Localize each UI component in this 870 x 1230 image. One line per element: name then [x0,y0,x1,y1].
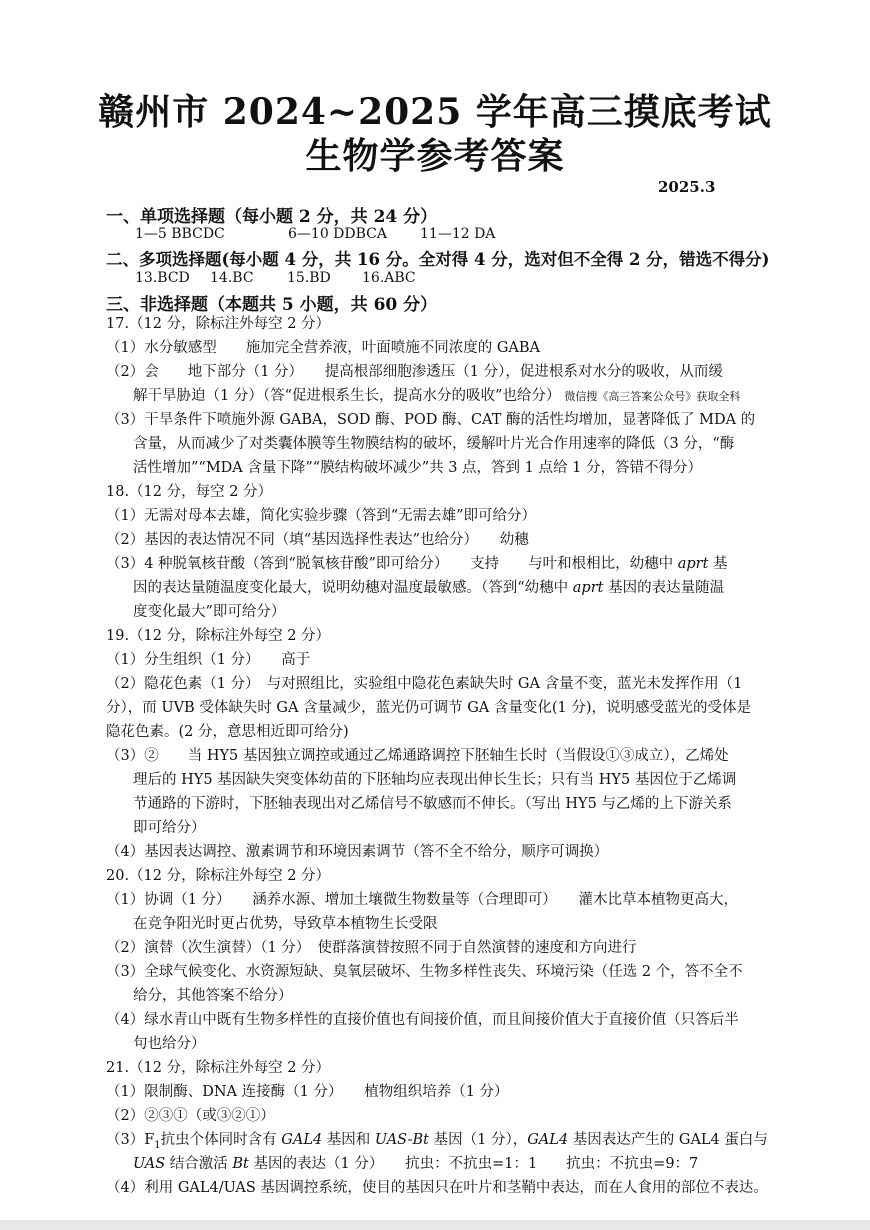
answer-11-12: 11—12 DA [420,226,496,242]
answer-6-10: 6—10 DDBCA [288,226,387,242]
section-single-choice-heading: 一、单项选择题（每小题 2 分，共 24 分） [106,207,438,227]
answer-16: 16.ABC [362,270,416,286]
q20-line: 在竞争阳光时更占优势，导致草本植物生长受限 [133,916,438,932]
answer-14: 14.BC [210,270,254,286]
gene-name: Bt [232,1156,249,1172]
answer-15: 15.BD [287,270,331,286]
q19-line: 即可给分） [133,820,206,836]
gene-name: aprt [572,580,604,596]
q18-line: 度变化最大”即可给分） [133,604,286,620]
text-run: 结合激活 [165,1156,233,1172]
page-bottom-edge [0,1220,870,1230]
subscript: 1 [154,1139,161,1151]
q21-heading: 21.（12 分，除标注外每空 2 分） [106,1060,331,1076]
q21-line: （2）②③①（或③②①） [106,1108,275,1124]
q17-line [133,384,740,409]
q20-line: （3）全球气候变化、水资源短缺、臭氧层破坏、生物多样性丧失、环境污染（任选 2 个，答不全不 [106,964,743,980]
gene-name: aprt [677,556,709,572]
q17-line: （2）会 地下部分（1 分） 提高根部细胞渗透压（1 分），促进根系对水分的吸收，从而缓 [106,364,723,380]
q19-line: 分），而 UVB 受体缺失时 GA 含量减少，蓝光仍可调节 GA 含量变化(1 分)，说明感受蓝光的受体是 [106,700,752,716]
text-run: 基因的表达（1 分） 抗虫：不抗虫=1：1 抗虫：不抗虫=9：7 [248,1156,699,1172]
text-run: （3）4 种脱氧核苷酸（答到“脱氧核苷酸”即可给分） 支持 与叶和根相比，幼穗中 [106,556,678,572]
q20-line: （1）协调（1 分） 涵养水源、增加土壤微生物数量等（合理即可） 灌木比草本植物更高大， [106,892,739,908]
q20-line: （4）绿水青山中既有生物多样性的直接价值也有间接价值，而且间接价值大于直接价值（只答后半 [106,1012,739,1028]
text-run: 因的表达量随温度变化最大，说明幼穗对温度最敏感。（答到“幼穗中 [133,580,573,596]
text-run: 基因的表达量随温 [603,580,725,596]
page-title: 赣州市 2024~2025 学年高三摸底考试 [98,91,772,133]
text-run: 基因和 [322,1132,375,1148]
q17-line: （3）干旱条件下喷施外源 GABA，SOD 酶、POD 酶、CAT 酶的活性均增加，显著降低了 MDA 的 [106,412,756,428]
gene-name: UAS-Bt [374,1132,430,1148]
q19-line: （4）基因表达调控、激素调节和环境因素调节（答不全不给分，顺序可调换） [106,844,609,860]
watermark-note: 微信搜《高三答案公众号》获取全科 [564,390,741,403]
q17-line: 含量，从而减少了对类囊体膜等生物膜结构的破坏，缓解叶片光合作用速率的降低（3 分，“酶 [133,436,735,452]
q21-line [133,1152,698,1176]
q19-line: 隐花色素。(2 分，意思相近即可给分) [106,724,349,740]
q19-line: （1）分生组织（1 分） 高于 [106,652,311,668]
q18-heading: 18.（12 分，每空 2 分） [106,484,273,500]
gene-name: GAL4 [527,1132,569,1148]
answer-1-5: 1—5 BBCDC [135,226,225,242]
q17-line-text: 解干旱胁迫（1 分）（答“促进根系生长，提高水分的吸收”也给分） [133,388,561,404]
q17-line: 活性增加”“MDA 含量下降”“膜结构破坏减少”共 3 点，答到 1 点给 1 分，答错不得分） [133,460,702,476]
q20-heading: 20.（12 分，除标注外每空 2 分） [106,868,331,884]
section-nonchoice-heading: 三、非选择题（本题共 5 小题，共 60 分） [106,295,438,315]
text-run: 基 [708,556,728,572]
gene-name: UAS [133,1156,166,1172]
q17-heading: 17.（12 分，除标注外每空 2 分） [106,316,331,332]
q17-line: （1）水分敏感型 施加完全营养液，叶面喷施不同浓度的 GABA [106,340,541,356]
q19-line: （3）② 当 HY5 基因独立调控或通过乙烯通路调控下胚轴生长时（当假设①③成立），乙烯处 [106,748,729,764]
text-run: 基因（1 分）， [429,1132,528,1148]
q18-line: （1）无需对母本去雄，简化实验步骤（答到“无需去雄”即可给分） [106,508,537,524]
q19-line: 节通路的下游时，下胚轴表现出对乙烯信号不敏感而不伸长。（写出 HY5 与乙烯的上下游关系 [133,796,732,812]
text-run: （3）F [106,1132,155,1148]
q20-line: 句也给分） [133,1036,206,1052]
q19-heading: 19.（12 分，除标注外每空 2 分） [106,628,331,644]
answer-13: 13.BCD [135,270,190,286]
q20-line: 给分，其他答案不给分） [133,988,293,1004]
q18-line [106,552,728,576]
page-subtitle: 生物学参考答案 [305,135,565,177]
q19-line: 理后的 HY5 基因缺失突变体幼苗的下胚轴均应表现出伸长生长；只有当 HY5 基因位于乙烯调 [133,772,737,788]
q21-line: （4）利用 GAL4/UAS 基因调控系统，使目的基因只在叶片和茎鞘中表达，而在人食用的部位不表达。 [106,1180,768,1196]
q19-line: （2）隐花色素（1 分） 与对照组比，实验组中隐花色素缺失时 GA 含量不变，蓝光未发挥作用（1 [106,676,743,692]
q21-line: （1）限制酶、DNA 连接酶（1 分） 植物组织培养（1 分） [106,1084,509,1100]
q18-line: （2）基因的表达情况不同（填“基因选择性表达”也给分） 幼穗 [106,532,529,548]
q20-line: （2）演替（次生演替）（1 分） 使群落演替按照不同于自然演替的速度和方向进行 [106,940,637,956]
text-run: 抗虫个体同时含有 [160,1132,282,1148]
exam-date: 2025.3 [658,178,716,196]
section-multi-choice-heading: 二、多项选择题(每小题 4 分，共 16 分。全对得 4 分，选对但不全得 2 分，错选不得分) [106,250,770,269]
text-run: 基因表达产生的 GAL4 蛋白与 [568,1132,768,1148]
gene-name: GAL4 [281,1132,323,1148]
q18-line [133,576,724,600]
